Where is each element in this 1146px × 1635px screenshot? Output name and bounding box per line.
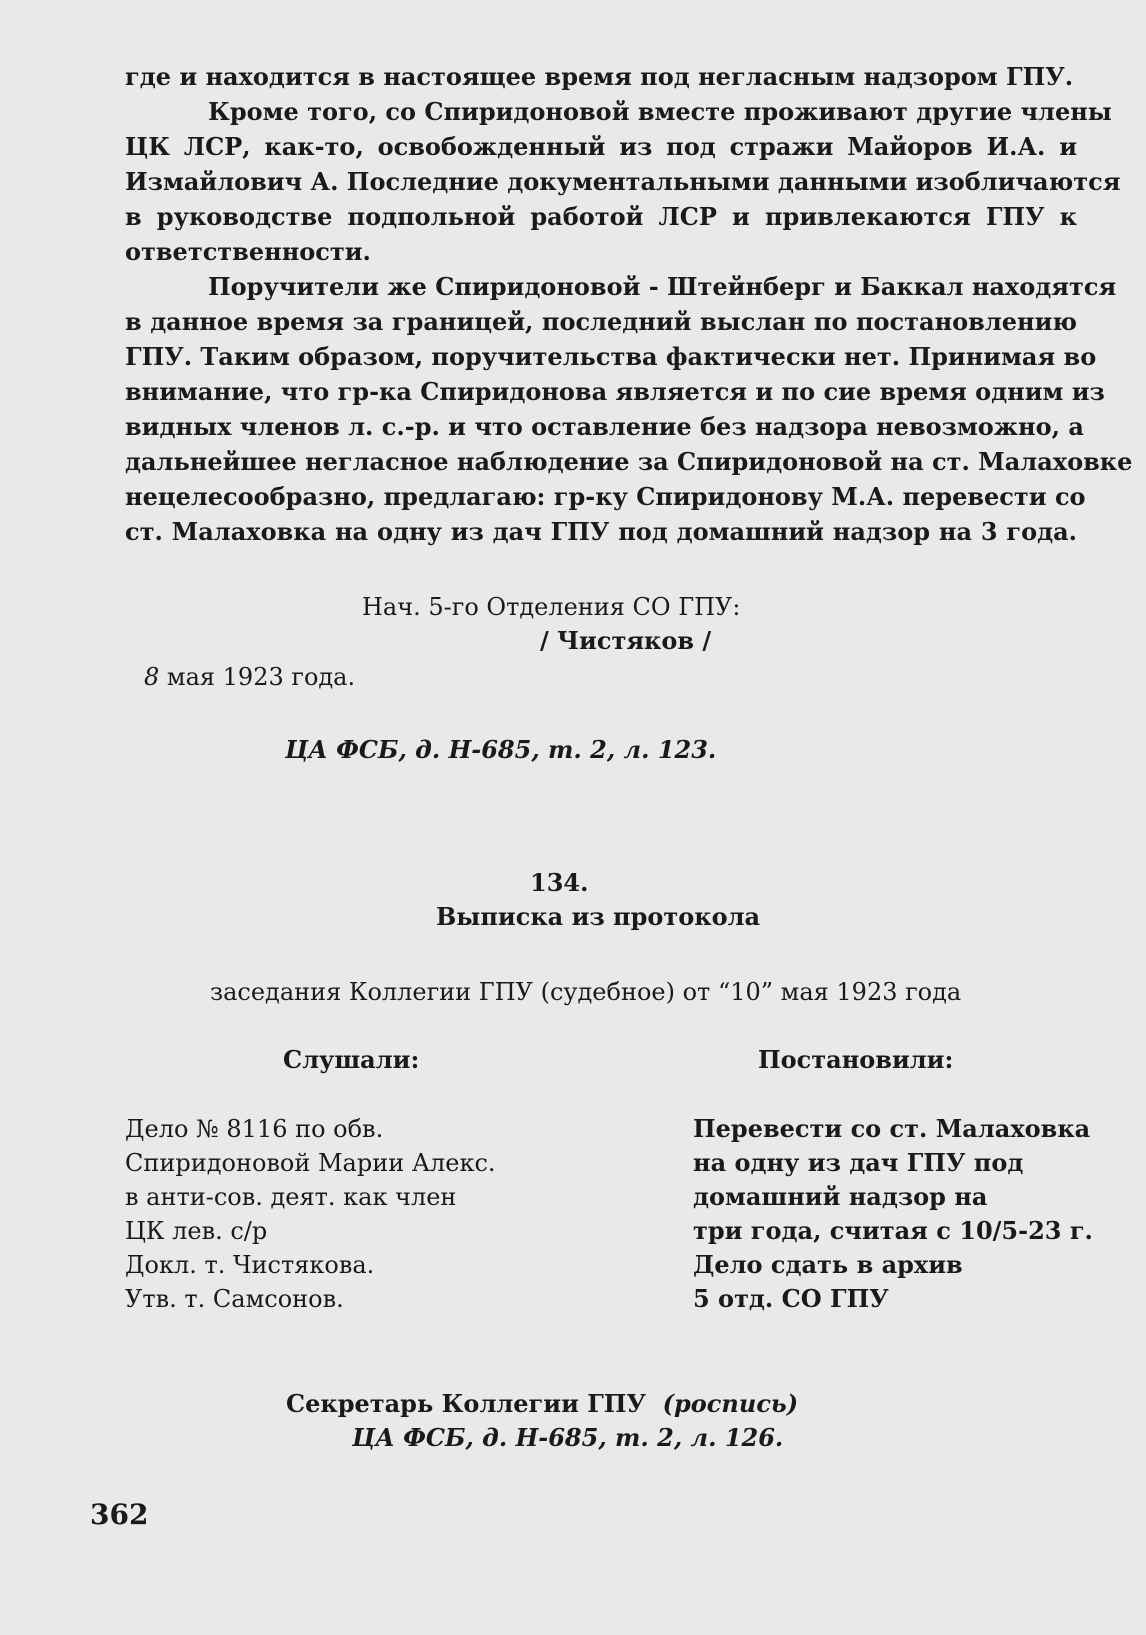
paragraph-line: ст. Малаховка на одну из дач ГПУ под домашний надзор на 3 года. bbox=[125, 517, 1077, 546]
heard-line: Утв. т. Самсонов. bbox=[125, 1285, 344, 1313]
resolved-label: Постановили: bbox=[758, 1045, 954, 1074]
heard-line: Спиридоновой Марии Алекс. bbox=[125, 1149, 496, 1177]
signer-position: Нач. 5-го Отделения СО ГПУ: bbox=[362, 593, 741, 621]
heard-line: ЦК лев. с/р bbox=[125, 1217, 268, 1245]
heard-line: Докл. т. Чистякова. bbox=[125, 1251, 375, 1279]
date-day: 8 bbox=[144, 663, 160, 691]
secretary-title: Секретарь Коллегии ГПУ bbox=[286, 1389, 646, 1418]
resolved-line: домашний надзор на bbox=[693, 1182, 988, 1211]
paragraph-line: нецелесообразно, предлагаю: гр-ку Спиридонову М.А. перевести со bbox=[125, 482, 1086, 511]
paragraph-line: видных членов л. с.-р. и что оставление без надзора невозможно, а bbox=[125, 412, 1084, 441]
signer-name: / Чистяков / bbox=[540, 626, 712, 655]
heard-label: Слушали: bbox=[283, 1045, 420, 1074]
paragraph-line: ЦК ЛСР, как-то, освобожденный из под стражи Майоров И.А. и bbox=[125, 132, 1077, 161]
paragraph-line: в руководстве подпольной работой ЛСР и привлекаются ГПУ к bbox=[125, 202, 1077, 231]
document-subtitle: заседания Коллегии ГПУ (судебное) от “10” мая 1923 года bbox=[210, 978, 962, 1006]
date-rest: мая 1923 года. bbox=[159, 663, 356, 691]
paragraph-line: ответственности. bbox=[125, 237, 371, 266]
resolved-line: Дело сдать в архив bbox=[693, 1250, 963, 1279]
resolved-line: Перевести со ст. Малаховка bbox=[693, 1114, 1091, 1143]
paragraph-line: Кроме того, со Спиридоновой вместе проживают другие члены bbox=[208, 97, 1112, 126]
heard-line: в анти-сов. деят. как член bbox=[125, 1183, 457, 1211]
archive-reference: ЦА ФСБ, д. Н-685, т. 2, л. 126. bbox=[352, 1423, 784, 1452]
document-date bbox=[144, 660, 355, 694]
paragraph-line: внимание, что гр-ка Спиридонова является и по сие время одним из bbox=[125, 377, 1105, 406]
secretary-line bbox=[286, 1387, 798, 1421]
heard-line: Дело № 8116 по обв. bbox=[125, 1115, 384, 1143]
page-number: 362 bbox=[90, 1498, 149, 1531]
document-title: Выписка из протокола bbox=[436, 902, 761, 931]
signature-note: (роспись) bbox=[662, 1389, 799, 1418]
paragraph-line: Измайлович А. Последние документальными данными изобличаются bbox=[125, 167, 1121, 196]
paragraph-line: Поручители же Спиридоновой - Штейнберг и Баккал находятся bbox=[208, 272, 1117, 301]
archive-reference: ЦА ФСБ, д. Н-685, т. 2, л. 123. bbox=[285, 735, 717, 764]
resolved-line: 5 отд. СО ГПУ bbox=[693, 1284, 889, 1313]
paragraph-line: дальнейшее негласное наблюдение за Спиридоновой на ст. Малаховке bbox=[125, 447, 1133, 476]
paragraph-line: где и находится в настоящее время под негласным надзором ГПУ. bbox=[125, 62, 1074, 91]
paragraph-line: ГПУ. Таким образом, поручительства фактически нет. Принимая во bbox=[125, 342, 1097, 371]
resolved-line: на одну из дач ГПУ под bbox=[693, 1148, 1024, 1177]
resolved-line: три года, считая с 10/5-23 г. bbox=[693, 1216, 1093, 1245]
paragraph-line: в данное время за границей, последний выслан по постановлению bbox=[125, 307, 1077, 336]
document-number: 134. bbox=[530, 868, 589, 897]
